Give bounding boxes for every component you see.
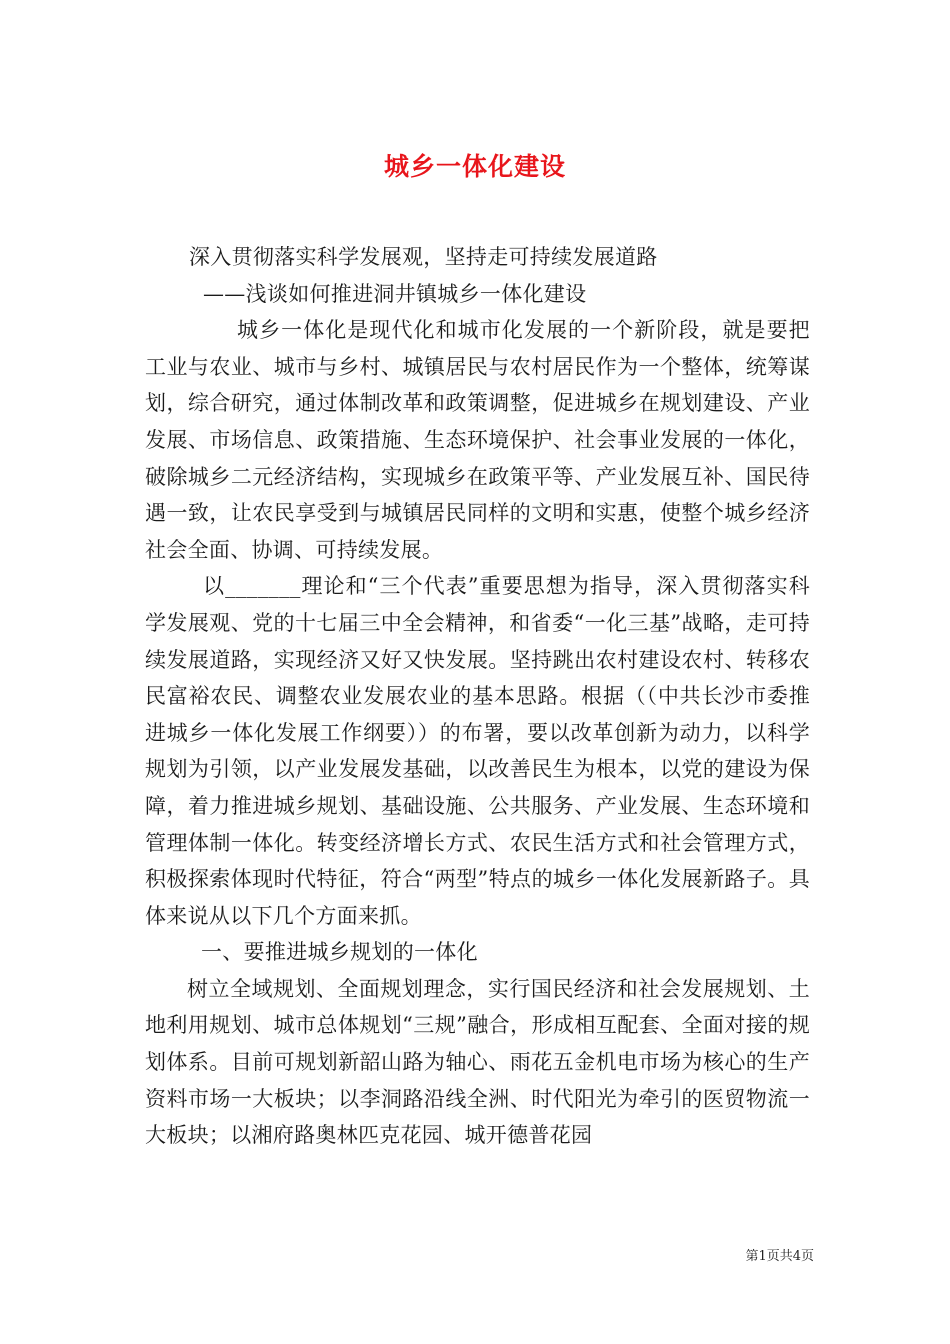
paragraph-guidance: 以_______理论和“三个代表”重要思想为指导，深入贯彻落实科学发展观、党的十七届三中全会精神，和省委“一化三基”战略，走可持续发展道路，实现经济又好又快发展。坚持跳出农村建设农村、转移农民富裕农民、调整农业发展农业的基本思路。根据（（中共长沙市委推进城乡一体化发展工作纲要））的布署，要以改革创新为动力，以科学规划为引领，以产业发展发基础，以改善民生为根本，以党的建设为保障，着力推进城乡规划、基础设施、公共服务、产业发展、生态环境和管理体制一体化。转变经济增长方式、农民生活方式和社会管理方式，积极探索体现时代特征，符合“两型”特点的城乡一体化发展新路子。具体来说从以下几个方面来抓。 <box>145 574 810 928</box>
section-heading: 一、要推进城乡规划的一体化 <box>201 940 478 965</box>
subtitle-main: 深入贯彻落实科学发展观，坚持走可持续发展道路 <box>189 245 658 269</box>
paragraph-intro: 城乡一体化是现代化和城市化发展的一个新阶段，就是要把工业与农业、城市与乡村、城镇居民与农村居民作为一个整体，统筹谋划，综合研究，通过体制改革和政策调整，促进城乡在规划建设、产业发展、市场信息、政策措施、生态环境保护、社会事业发展的一体化，破除城乡二元经济结构，实现城乡在政策平等、产业发展互补、国民待遇一致，让农民享受到与城镇居民同样的文明和实惠，使整个城乡经济社会全面、协调、可持续发展。 <box>145 318 810 562</box>
page-number: 第1页共4页 <box>745 1249 814 1264</box>
subtitle-secondary: ——浅谈如何推进洞井镇城乡一体化建设 <box>203 281 587 306</box>
document-body <box>145 239 810 1154</box>
document-title: 城乡一体化建设 <box>383 151 566 181</box>
paragraph-planning: 树立全域规划、全面规划理念，实行国民经济和社会发展规划、土地利用规划、城市总体规划“三规”融合，形成相互配套、全面对接的规划体系。目前可规划新韶山路为轴心、雨花五金机电市场为核心的生产资料市场一大板块；以李洞路沿线全洲、时代阳光为牵引的医贸物流一大板块；以湘府路奥林匹克花园、城开德普花园 <box>145 976 810 1148</box>
